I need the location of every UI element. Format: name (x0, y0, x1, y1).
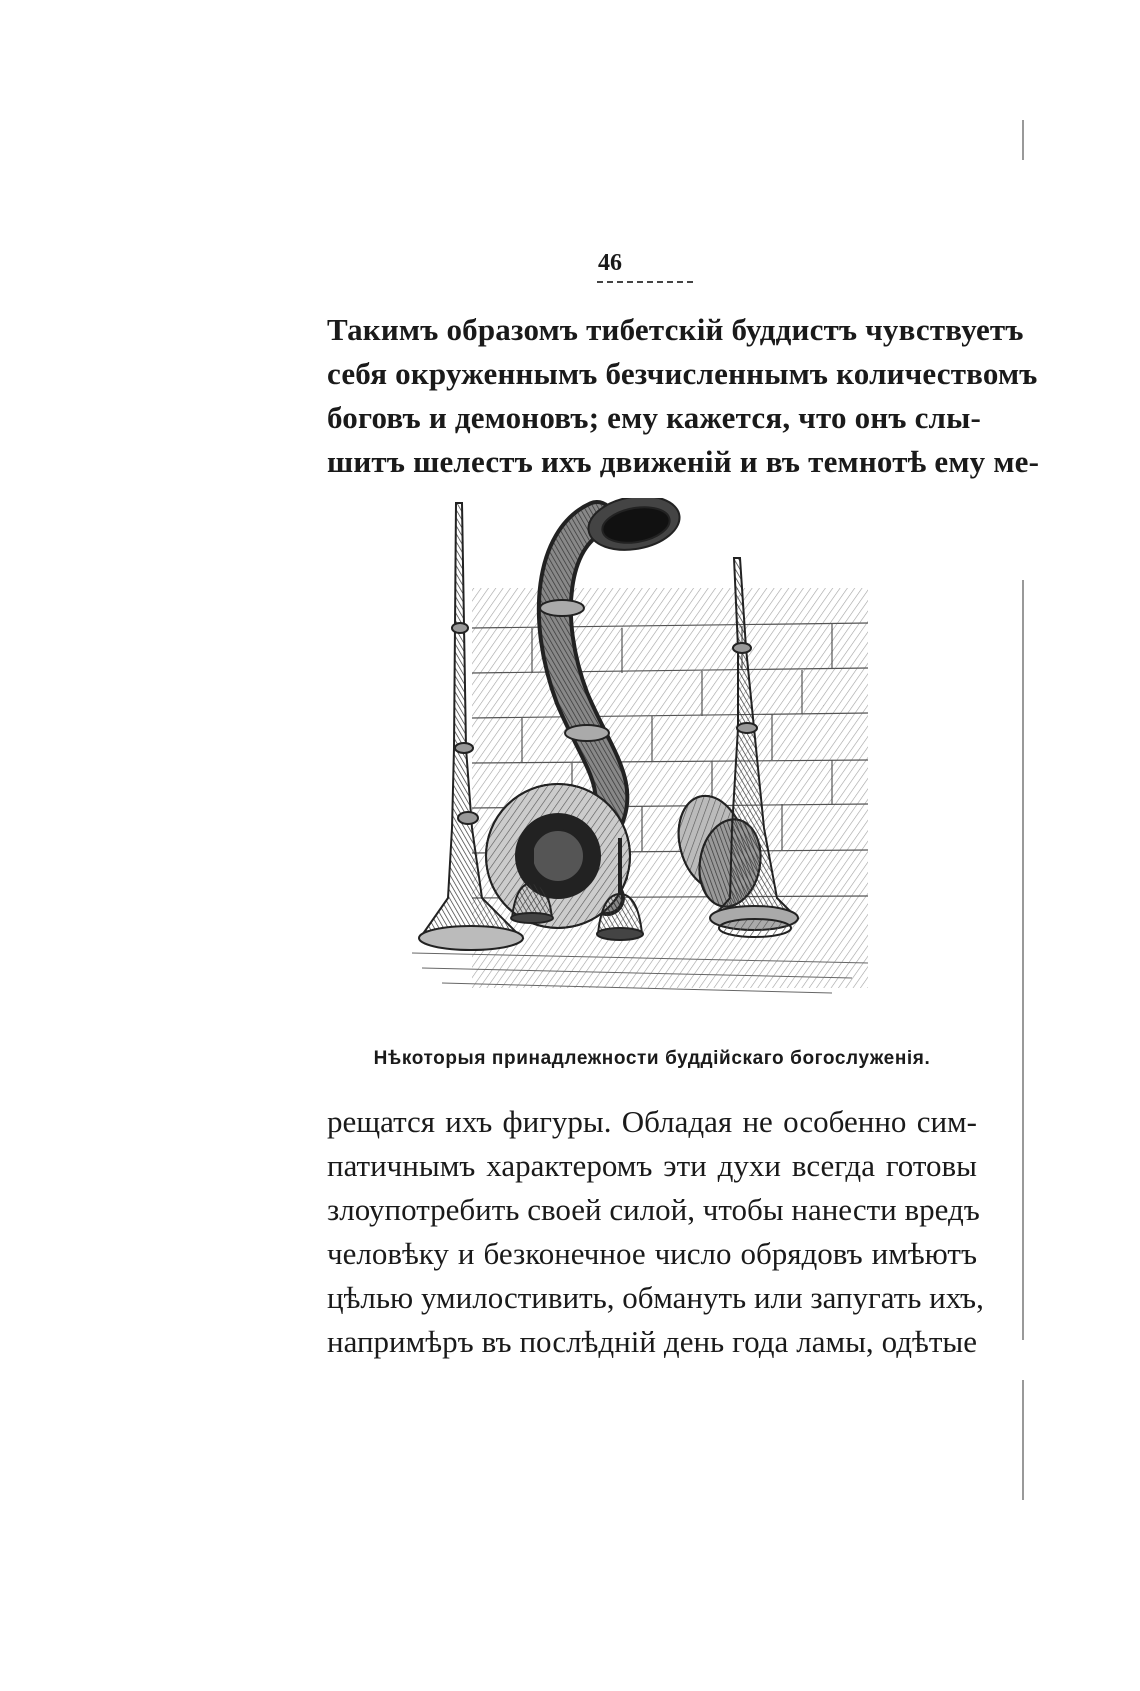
scan-edge-mark (1022, 120, 1024, 160)
text-line: шитъ шелестъ ихъ движеній и въ темнотѣ ему ме- (327, 444, 1040, 479)
figure-caption: Нѣкоторыя принадлежности буддійскаго богослуженія. (373, 1048, 931, 1069)
scan-edge-mark (1022, 580, 1024, 1340)
text-line: патичнымъ характеромъ эти духи всегда готовы (327, 1148, 977, 1183)
page-number-rule (597, 281, 693, 283)
paragraph-bottom (327, 1100, 984, 1364)
page-number: 46 (598, 250, 622, 276)
paragraph-top (327, 308, 1040, 484)
text-line: цѣлью умилостивить, обмануть или запугать ихъ, (327, 1280, 984, 1315)
text-line: напримѣръ въ послѣдній день года ламы, одѣтые (327, 1324, 977, 1359)
text-line: человѣку и безконечное число обрядовъ имѣютъ (327, 1236, 977, 1271)
brick-wall (472, 588, 868, 988)
text-line: Такимъ образомъ тибетскій буддистъ чувствуетъ (327, 312, 1024, 347)
text-line: себя окруженнымъ безчисленнымъ количествомъ (327, 356, 1038, 391)
text-line: рещатся ихъ фигуры. Обладая не особенно сим- (327, 1104, 977, 1139)
scan-edge-mark (1022, 1380, 1024, 1500)
text-line: злоупотребить своей силой, чтобы нанести вредъ (327, 1192, 980, 1227)
engraving-illustration (412, 498, 868, 1030)
text-line: боговъ и демоновъ; ему кажется, что онъ слы- (327, 400, 982, 435)
